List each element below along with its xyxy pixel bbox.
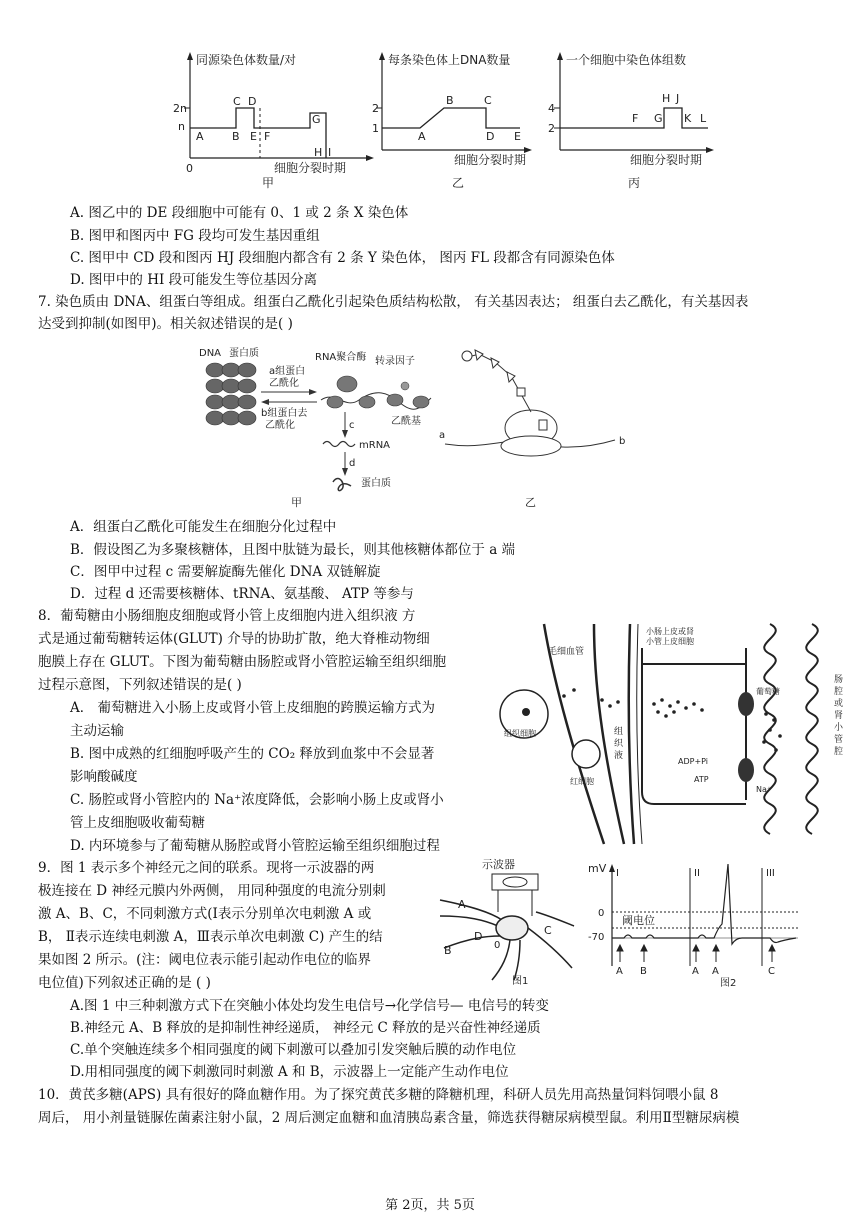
q7-label-end-b: b: [619, 436, 626, 447]
q8-stem-4: 过程示意图，下列叙述错误的是( ): [38, 677, 242, 693]
q8-label-fluid-3: 液: [614, 751, 624, 761]
q7-label-end-a: a: [439, 430, 446, 441]
q6-option-b: B. 图甲和图丙中 FG 段均可发生基因重组: [70, 228, 320, 244]
graph-jia: [170, 50, 390, 200]
graph-yi-ytick-1: 1: [372, 122, 379, 135]
graph-jia-pt-d: D: [248, 95, 257, 108]
q9-fig2-zero: 0: [598, 908, 605, 919]
q8-label-lumen-1: 肠: [834, 675, 844, 685]
q9-fig1-d: D: [474, 930, 483, 943]
graph-yi-pt-c: C: [484, 94, 492, 107]
q9-stem-2: 极连接在 D 神经元膜内外两侧， 用同种强度的电流分别刺: [38, 883, 386, 899]
q8-figure: [494, 624, 854, 844]
q7-label-tf: 转录因子: [375, 356, 415, 367]
graph-bing-pt-k: K: [684, 112, 692, 125]
q9-option-d: D.用相同强度的阈下刺激同时刺激 A 和 B，示波器上一定能产生动作电位: [70, 1064, 509, 1080]
graph-bing-ylabel: 一个细胞中染色体组数: [566, 53, 687, 67]
q8-option-d: D. 内环境参与了葡萄糖从肠腔或肾小管腔运输至组织细胞过程: [70, 838, 440, 854]
q9-fig2-m70: -70: [588, 932, 605, 943]
graph-bing-ytick-2: 2: [548, 122, 555, 135]
q8-label-adp: ADP+Pi: [678, 757, 709, 766]
graph-jia-pt-h: H: [314, 146, 323, 159]
graph-yi-pt-b: B: [446, 94, 454, 107]
q7-label-rnap: RNA聚合酶: [315, 352, 367, 363]
graph-jia-pt-c: C: [233, 95, 241, 108]
q8-stem-3: 胞膜上存在 GLUT。下图为葡萄糖由肠腔或肾小管腔运输至组织细胞: [38, 654, 447, 670]
q9-fig1-caption: 图1: [512, 976, 529, 987]
q6-option-c: C. 图甲中 CD 段和图丙 HJ 段细胞内都含有 2 条 Y 染色体， 图丙 FL 段都含有同源染色体: [70, 250, 615, 266]
q9-stem-5: 果如图 2 所示。(注：阈电位表示能引起动作电位的临界: [38, 952, 371, 968]
graph-bing-xlabel: 细胞分裂时期: [630, 153, 703, 167]
graph-jia-ytick-2n: 2n: [173, 102, 187, 115]
graph-jia-ytick-n: n: [178, 120, 185, 133]
q9-fig2-mv: mV: [588, 862, 607, 875]
graph-yi: [360, 50, 540, 200]
q9-fig2-phase-iii: III: [766, 868, 775, 879]
q9-figure-2: [588, 858, 808, 988]
q8-label-lumen-6: 管: [834, 735, 844, 745]
graph-bing-pt-g: G: [654, 112, 663, 125]
q7-label-protein: 蛋白质: [361, 478, 391, 489]
graph-yi-pt-d: D: [486, 130, 495, 143]
q6-option-a: A. 图乙中的 DE 段细胞中可能有 0、1 或 2 条 X 染色体: [70, 205, 409, 221]
q9-fig1-c: C: [544, 924, 552, 937]
q9-option-b: B.神经元 A、B 释放的是抑制性神经递质， 神经元 C 释放的是兴奋性神经递质: [70, 1020, 541, 1036]
q7-label-c: c: [349, 420, 355, 431]
q9-stem-4: B， Ⅱ表示连续电刺激 A，Ⅲ表示单次电刺激 C) 产生的结: [38, 929, 383, 945]
q7-label-acetyl: 乙酰基: [391, 416, 421, 427]
q8-option-a2: 主动运输: [70, 723, 124, 739]
q10-line-2: 周后， 用小剂量链脲佐菌素注射小鼠，2 周后测定血糖和血清胰岛素含量，筛选获得糖尿病模型鼠。利用Ⅱ型糖尿病模: [38, 1110, 740, 1126]
q9-fig2-threshold: 阈电位: [622, 914, 655, 927]
q8-label-lumen-3: 或: [834, 699, 844, 709]
q9-fig1-zero: 0: [494, 940, 501, 951]
graph-yi-xlabel: 细胞分裂时期: [454, 153, 527, 167]
q9-fig2-arrow-b: B: [640, 966, 647, 977]
q8-label-epithelium-1: 小肠上皮或肾: [646, 627, 694, 636]
q7-label-b2: 乙酰化: [265, 420, 295, 431]
q9-figure-1: [440, 856, 580, 986]
q7-label-dna: DNA: [199, 348, 222, 359]
q6-option-d: D. 图甲中的 HI 段可能发生等位基因分离: [70, 272, 318, 288]
q7-label-mrna: mRNA: [359, 440, 391, 451]
q9-fig1-b: B: [444, 944, 452, 957]
q7-label-a1: a组蛋白: [269, 366, 306, 377]
q7-label-histone: 蛋白质: [229, 348, 259, 359]
q10-line-1: 10．黄芪多糖(APS) 具有很好的降血糖作用。为了探究黄芪多糖的降糖机理，科研人员先用高热量饲料饲喂小鼠 8: [38, 1087, 719, 1103]
page-footer: 第 2页，共 5页: [385, 1198, 475, 1213]
q9-fig2-arrow-c: C: [768, 966, 775, 977]
q9-fig1-a: A: [458, 898, 466, 911]
q7-label-jia: 甲: [291, 496, 302, 509]
q7-label-d: d: [349, 458, 356, 469]
q9-fig2-arrow-a3: A: [712, 966, 719, 977]
graph-jia-ylabel: 同源染色体数量/对: [196, 53, 297, 67]
q9-stem-6: 电位值)下列叙述正确的是 ( ): [38, 975, 211, 991]
q8-label-fluid-2: 织: [614, 739, 624, 749]
graph-bing-name: 丙: [628, 176, 641, 190]
q8-stem-1: 8．葡萄糖由小肠细胞皮细胞或肾小管上皮细胞内进入组织液 方: [38, 608, 416, 624]
graph-jia-name: 甲: [262, 176, 275, 190]
q9-fig1-scope: 示波器: [482, 858, 515, 871]
q8-option-b1: B. 图中成熟的红细胞呼吸产生的 CO₂ 释放到血浆中不会显著: [70, 746, 435, 762]
q8-label-lumen-2: 腔: [834, 687, 844, 697]
q8-label-atp: ATP: [694, 775, 709, 784]
q9-fig2-caption: 图2: [720, 978, 737, 989]
q8-label-lumen-5: 小: [834, 723, 844, 733]
graph-bing: [544, 50, 724, 200]
q9-fig2-arrow-a1: A: [616, 966, 623, 977]
q8-option-c2: 管上皮细胞吸收葡萄糖: [70, 815, 205, 831]
q8-label-fluid-1: 组: [614, 727, 624, 737]
q8-label-na: Na⁺: [756, 785, 772, 794]
q8-stem-2: 式是通过葡萄糖转运体(GLUT) 介导的协助扩散，绝大脊椎动物细: [38, 631, 430, 647]
graph-yi-ytick-2: 2: [372, 102, 379, 115]
q8-option-c1: C. 肠腔或肾小管腔内的 Na⁺浓度降低，会影响小肠上皮或肾小: [70, 792, 444, 808]
q8-label-rbc: 红细胞: [570, 777, 594, 786]
graph-bing-pt-f: F: [632, 112, 639, 125]
graph-jia-ytick-0: 0: [186, 162, 193, 175]
q9-fig2-phase-i: I: [616, 868, 619, 879]
q8-label-lumen-7: 腔: [834, 747, 844, 757]
q8-label-lumen-4: 肾: [834, 711, 844, 721]
graph-yi-ylabel: 每条染色体上DNA数量: [388, 53, 511, 67]
graph-jia-pt-b: B: [232, 130, 240, 143]
graph-jia-pt-i: I: [328, 146, 332, 159]
q8-option-b2: 影响酸碱度: [70, 769, 138, 785]
graph-jia-pt-g: G: [312, 113, 321, 126]
graph-bing-pt-j: J: [676, 92, 680, 105]
graph-jia-xlabel: 细胞分裂时期: [274, 161, 347, 175]
graph-yi-name: 乙: [452, 176, 465, 190]
q7-label-b1: b组蛋白去: [261, 408, 308, 419]
q8-option-a1: A． 葡萄糖进入小肠上皮或肾小管上皮细胞的跨膜运输方式为: [70, 700, 436, 716]
graph-bing-pt-h: H: [662, 92, 671, 105]
q9-option-a: A.图 1 中三种刺激方式下在突触小体处均发生电信号→化学信号— 电信号的转变: [70, 998, 549, 1014]
graph-bing-ytick-4: 4: [548, 102, 555, 115]
q7-stem-line2: 达受到抑制(如图甲)。相关叙述错误的是( ): [38, 316, 293, 332]
q8-label-capillary: 毛细血管: [548, 647, 585, 657]
graph-jia-pt-f: F: [264, 130, 271, 143]
q7-label-a2: 乙酰化: [269, 378, 299, 389]
q9-option-c: C.单个突触连续多个相同强度的阈下刺激可以叠加引发突触后膜的动作电位: [70, 1042, 517, 1058]
q7-option-d: D．过程 d 还需要核糖体、tRNA、氨基酸、 ATP 等参与: [70, 586, 414, 602]
q9-stem-1: 9．图 1 表示多个神经元之间的联系。现将一示波器的两: [38, 860, 375, 876]
q9-fig2-phase-ii: II: [694, 868, 700, 879]
q7-stem-line1: 7. 染色质由 DNA、组蛋白等组成。组蛋白乙酰化引起染色质结构松散， 有关基因表达； 组蛋白去乙酰化，有关基因表: [38, 294, 749, 310]
q7-option-a: A．组蛋白乙酰化可能发生在细胞分化过程中: [70, 519, 337, 535]
graph-jia-pt-e: E: [250, 130, 257, 143]
q9-stem-3: 激 A、B、C，不同刺激方式(I表示分别单次电刺激 A 或: [38, 906, 372, 922]
q8-label-tissue-cell: 组织细胞: [504, 729, 536, 738]
graph-jia-pt-a: A: [196, 130, 204, 143]
q7-figure: [195, 340, 635, 510]
q9-fig2-arrow-a2: A: [692, 966, 699, 977]
q7-option-b: B．假设图乙为多聚核糖体，且图中肽链为最长，则其他核糖体都位于 a 端: [70, 542, 516, 558]
q7-label-yi: 乙: [525, 496, 536, 509]
q8-label-epithelium-2: 小管上皮细胞: [646, 637, 694, 646]
graph-yi-pt-e: E: [514, 130, 521, 143]
graph-bing-pt-l: L: [700, 112, 707, 125]
q7-option-c: C．图甲中过程 c 需要解旋酶先催化 DNA 双链解旋: [70, 564, 381, 580]
graph-yi-pt-a: A: [418, 130, 426, 143]
q8-label-glucose: 葡萄糖: [756, 687, 780, 696]
